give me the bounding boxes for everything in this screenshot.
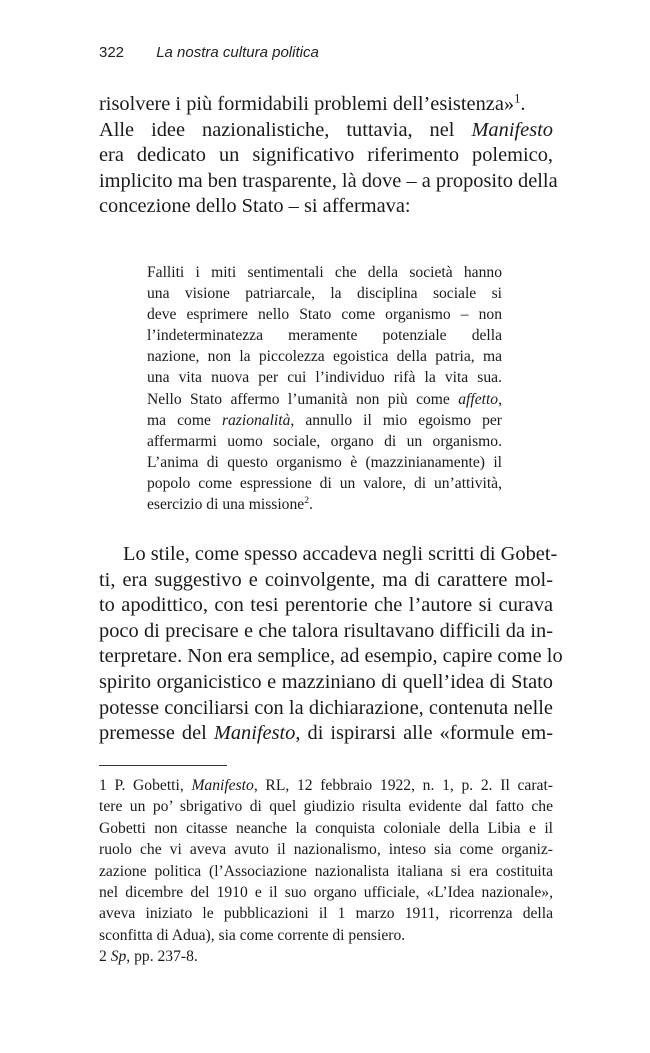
italic-title: Manifesto	[213, 722, 296, 745]
paragraph-intro	[99, 91, 558, 220]
quote-line: deve esprimere nello Stato come organismo – non	[147, 306, 502, 324]
quote-line: popolo come espressione di un valore, di un’attività,	[147, 474, 502, 492]
running-title: La nostra cultura politica	[156, 44, 319, 61]
quote-line: ma come razionalità, annullo il mio egoismo per	[147, 411, 503, 429]
quote-line: una visione patriarcale, la disciplina sociale si	[147, 285, 502, 303]
italic-word: razionalità	[221, 411, 291, 429]
footnotes	[99, 775, 553, 968]
footnote-line: Gobetti non citasse neanche la conquista coloniale della Libia e il	[99, 819, 553, 837]
footnote-line: nel dicembre del 1910 e il suo organo ufficiale, «L’Idea nazionale»,	[99, 884, 553, 902]
text-line: implicito ma ben trasparente, là dove – a proposito della	[99, 169, 558, 192]
footnote-ref[interactable]: 1	[514, 91, 521, 106]
text-line: to apodittico, con tesi perentorie che l’autore si curava	[99, 594, 553, 617]
footnote-line: zazione politica (l’Associazione nazionalista italiana si era costituita	[99, 862, 553, 880]
text-line: potesse conciliarsi con la dichiarazione, contenuta nelle	[99, 696, 553, 719]
quote-line: Falliti i miti sentimentali che della società hanno	[147, 264, 502, 281]
text-line: ti, era suggestivo e coinvolgente, ma di carattere mol-	[99, 568, 553, 591]
quote-line: l’indeterminatezza meramente potenziale della	[147, 327, 502, 345]
footnote-line: tere un po’ sbrigativo di quel giudizio risulta evidente dal fatto che	[99, 798, 553, 816]
text-line: terpretare. Non era semplice, ad esempio, capire come lo	[99, 645, 563, 668]
text-line: premesse del Manifesto, di ispirarsi alle «formule em-	[99, 722, 554, 745]
text-line: spirito organicistico e mazziniano di quell’idea di Stato	[99, 670, 553, 693]
quote-line: nazione, non la piccolezza egoistica della patria, ma	[147, 348, 502, 366]
quote-line: una vita nuova per cui l’individuo rifà la vita sua.	[147, 369, 502, 387]
page-number: 322	[99, 44, 125, 61]
footnote-line: aveva iniziato le pubblicazioni il 1 marzo 1911, ricorrenza della	[99, 905, 553, 923]
text-line: Alle idee nazionalistiche, tuttavia, nel Manifesto	[99, 118, 553, 141]
quote-line: affermarmi uomo sociale, organo di un organismo.	[147, 432, 502, 450]
quote-line: Nello Stato affermo l’umanità non più come affetto,	[147, 390, 502, 408]
footnote-2: 2 Sp, pp. 237-8.	[99, 948, 198, 966]
quote-line: esercizio di una missione$^2$.	[147, 495, 313, 514]
footnote-separator	[99, 765, 227, 766]
text-line: Lo stile, come spesso accadeva negli scritti di Gobet-	[123, 543, 558, 565]
text-line: poco di precisare e che talora risultavano difficili da in-	[99, 619, 553, 642]
footnote-line: ruolo che vi aveva avuto il nazionalismo, inteso sia come organiz-	[99, 841, 553, 859]
footnote-line: sconfitta di Adua), sia come corrente di pensiero.	[99, 926, 406, 944]
footnote-1: 1 P. Gobetti, Manifesto, RL, 12 febbraio 1922, n. 1, p. 2. Il carat-	[99, 777, 553, 794]
running-head	[99, 44, 319, 61]
text-line: risolvere i più formidabili problemi dell’esistenza»$^1$.	[99, 91, 526, 115]
quote-line: L’anima di questo organismo è (mazzinianamente) il	[147, 453, 502, 471]
italic-title: Manifesto	[471, 118, 553, 141]
paragraph-discussion	[99, 542, 563, 747]
italic-word: affetto	[458, 390, 499, 408]
footnote-ref[interactable]: 2	[304, 495, 310, 507]
block-quote	[147, 262, 502, 515]
text-line: concezione dello Stato – si affermava:	[99, 195, 411, 218]
text-line: era dedicato un significativo riferimento polemico,	[99, 144, 553, 167]
